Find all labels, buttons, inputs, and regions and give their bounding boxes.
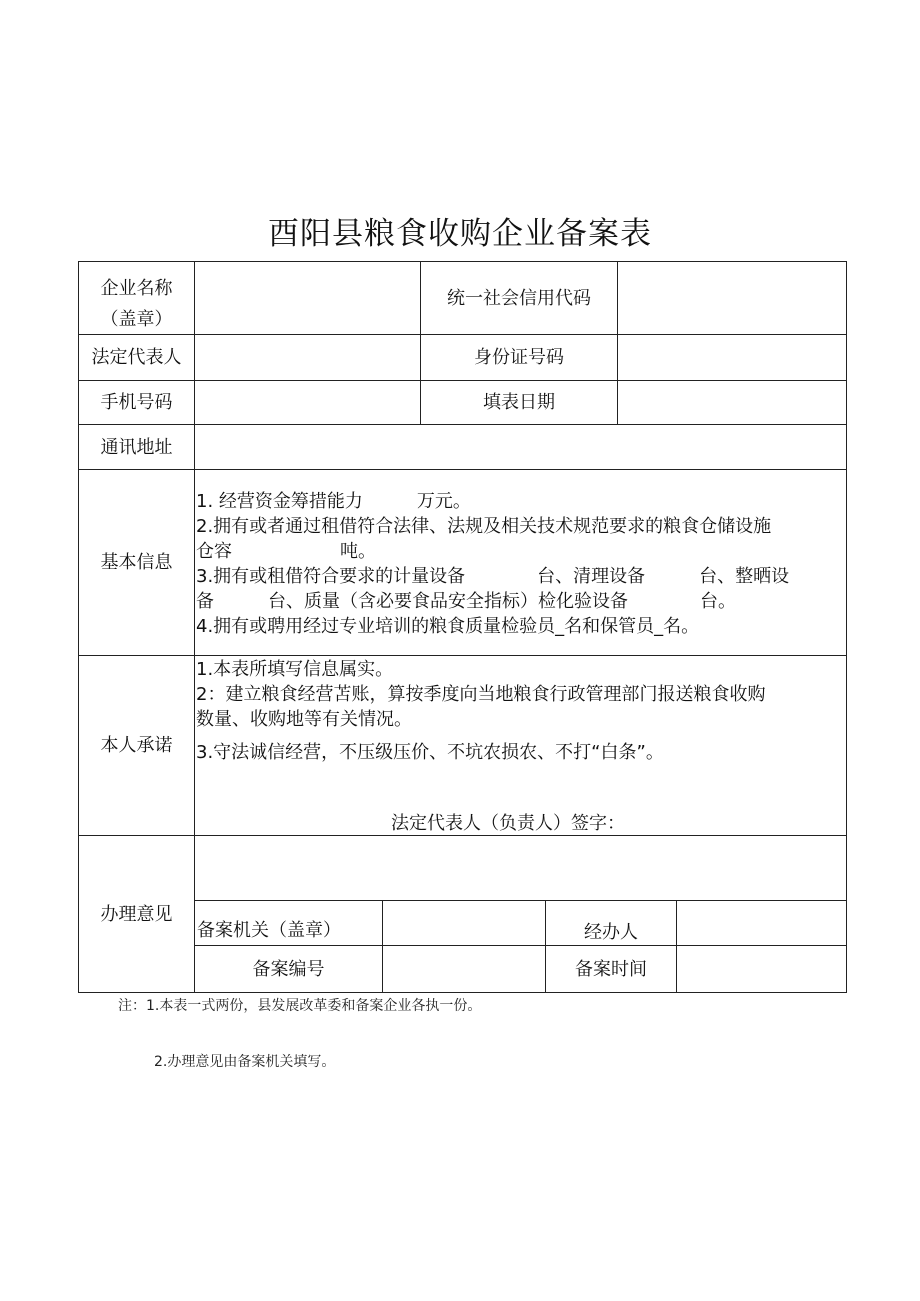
field-id-number[interactable] <box>618 335 846 380</box>
label-legal-rep: 法定代表人 <box>91 347 182 368</box>
label-company-name-line2: （盖章） <box>100 309 173 330</box>
signature-label: 法定代表人（负责人）签字： <box>391 813 625 834</box>
footnote-1: 注：1.本表一式两份，县发展改革委和备案企业各执一份。 <box>118 998 482 1014</box>
commitment-line: 3.守法诚信经营，不压级压价、不坑农损农、不打“白条”。 <box>196 742 664 763</box>
field-phone[interactable] <box>195 381 420 424</box>
basic-info-line: 1. 经营资金筹措能力 万元。 <box>196 491 471 512</box>
commitment-line: 数量、收购地等有关情况。 <box>196 709 412 730</box>
basic-info-line: 3.拥有或租借符合要求的计量设备 台、清理设备 台、整晒设 <box>196 566 790 587</box>
field-address[interactable] <box>195 425 846 469</box>
label-commitment: 本人承诺 <box>100 735 173 756</box>
footnote-2: 2.办理意见由备案机关填写。 <box>154 1054 336 1070</box>
label-basic-info: 基本信息 <box>100 552 173 573</box>
field-filing-time[interactable] <box>677 946 846 992</box>
basic-info-line: 备 台、质量（含必要食品安全指标）检化验设备 台。 <box>196 591 736 612</box>
basic-info-line: 仓容 吨。 <box>196 541 376 562</box>
commitment-content <box>196 657 836 765</box>
field-fill-date[interactable] <box>618 381 846 424</box>
field-handler[interactable] <box>677 901 846 945</box>
field-filing-agency[interactable] <box>383 901 545 945</box>
field-filing-number[interactable] <box>383 946 545 992</box>
field-opinion[interactable] <box>195 836 846 900</box>
commitment-line: 2：建立粮食经营苫账，算按季度向当地粮食行政管理部门报送粮食收购 <box>196 684 766 705</box>
field-company-name[interactable] <box>195 262 420 334</box>
field-legal-rep[interactable] <box>195 335 420 380</box>
label-phone: 手机号码 <box>100 392 173 413</box>
label-company-name <box>79 276 194 332</box>
label-filing-time: 备案时间 <box>575 958 647 980</box>
label-filing-agency: 备案机关（盖章） <box>197 920 341 941</box>
basic-info-line: 4.拥有或聘用经过专业培训的粮食质量检验员_名和保管员_名。 <box>196 616 700 637</box>
basic-info-content <box>196 489 836 639</box>
label-handler: 经办人 <box>584 922 638 943</box>
page-title: 酉阳县粮食收购企业备案表 <box>268 216 652 252</box>
label-id-number: 身份证号码 <box>474 347 564 368</box>
basic-info-line: 2.拥有或者通过租借符合法律、法规及相关技术规范要求的粮食仓储设施 <box>196 516 772 537</box>
label-address: 通讯地址 <box>100 436 173 458</box>
label-filing-number: 备案编号 <box>252 958 325 980</box>
label-credit-code: 统一社会信用代码 <box>447 287 591 309</box>
label-opinion: 办理意见 <box>100 903 173 925</box>
field-credit-code[interactable] <box>618 262 846 334</box>
filing-form-table <box>78 261 847 993</box>
label-company-name-line1: 企业名称 <box>100 278 173 299</box>
commitment-line: 1.本表所填写信息属实。 <box>196 659 394 680</box>
label-fill-date: 填表日期 <box>483 392 555 413</box>
